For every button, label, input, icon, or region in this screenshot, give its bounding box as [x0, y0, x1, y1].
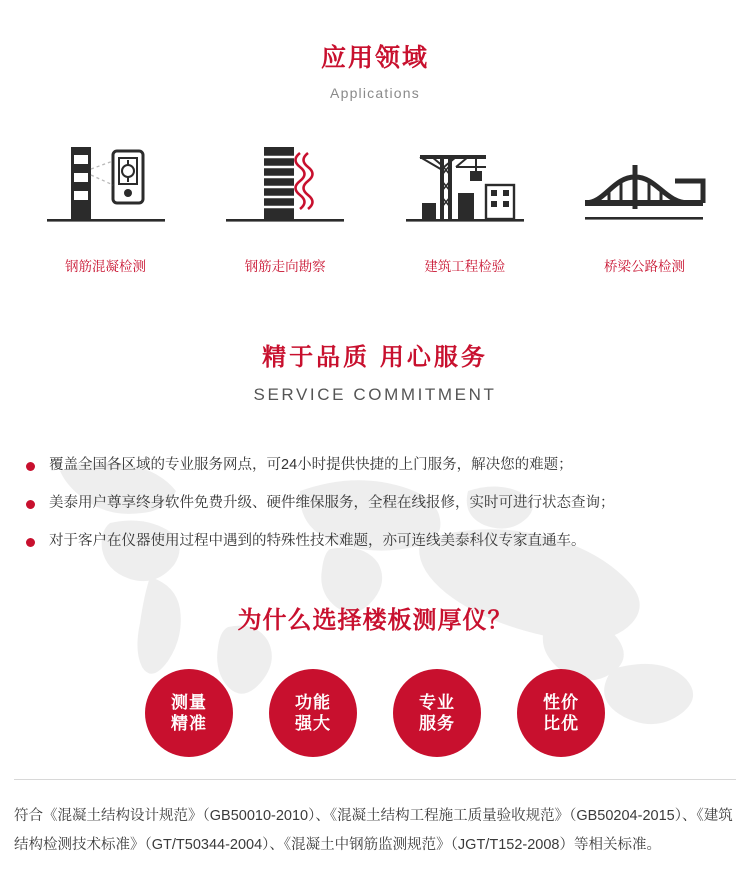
- service-title-en: SERVICE COMMITMENT: [253, 385, 497, 404]
- rebar-direction-survey-icon: [198, 141, 373, 233]
- service-bullet-text: 覆盖全国各区域的专业服务网点，可24小时提供快捷的上门服务，解决您的难题；: [49, 457, 573, 473]
- highlight-line-2: 服务: [419, 714, 455, 734]
- application-label: 建筑工程检验: [424, 259, 506, 274]
- highlight-circle: [269, 669, 357, 757]
- bullet-dot-icon: [26, 500, 35, 509]
- applications-section: [0, 0, 750, 275]
- bridge-highway-detection-icon: [557, 141, 732, 233]
- service-bullet-list: [0, 431, 750, 552]
- why-choose-title: 为什么选择楼板测厚仪？: [237, 607, 513, 635]
- highlight-circles: [0, 669, 750, 757]
- highlight-line-1: 性价: [543, 692, 579, 712]
- highlight-line-2: 比优: [543, 714, 579, 734]
- service-section: [0, 337, 750, 761]
- rebar-concrete-detection-icon: [18, 141, 193, 233]
- application-item: [198, 141, 373, 275]
- application-label: 桥梁公路检测: [603, 259, 685, 274]
- construction-inspection-icon: [377, 141, 552, 233]
- application-label: 钢筋混凝检测: [65, 259, 146, 274]
- bullet-dot-icon: [26, 462, 35, 471]
- standards-section: [0, 779, 750, 883]
- highlight-line-2: 强大: [295, 714, 331, 734]
- highlight-circle: [393, 669, 481, 757]
- application-label: 钢筋走向勘察: [244, 259, 326, 274]
- highlight-line-1: 功能: [295, 692, 331, 712]
- service-bullet-text: 对于客户在仪器使用过程中遇到的特殊性技术难题，亦可连线美泰科仪专家直通车。: [49, 532, 586, 549]
- standards-text: 符合《混凝土结构设计规范》（GB50010-2010）、《混凝土结构工程施工质量验收规范》（GB50204-2015）、《建筑结构检测技术标准》（GT/T50344-2004）、《混凝土中钢筋监测规范》（JGT/T152-2008）等相关标准。: [14, 808, 733, 853]
- service-bullet-text: 美泰用户尊享终身软件免费升级、硬件维保服务，全程在线报修，实时可进行状态查询；: [49, 494, 615, 511]
- highlight-line-1: 专业: [419, 692, 455, 712]
- applications-title-en: Applications: [330, 85, 420, 101]
- application-item: [557, 141, 732, 275]
- world-map-background-area: [0, 431, 750, 761]
- highlight-line-2: 精准: [171, 714, 207, 734]
- service-bullet-item: [26, 531, 724, 553]
- highlight-line-1: 测量: [171, 692, 207, 712]
- highlight-circle: [145, 669, 233, 757]
- application-item: [377, 141, 552, 275]
- application-item: [18, 141, 193, 275]
- highlight-circle: [517, 669, 605, 757]
- service-bullet-item: [26, 493, 724, 515]
- bullet-dot-icon: [26, 538, 35, 547]
- applications-list: [0, 141, 750, 275]
- standards-divider: [14, 779, 736, 780]
- applications-title-cn: 应用领域: [320, 44, 429, 72]
- service-bullet-item: [26, 455, 724, 477]
- service-title-cn: 精于品质 用心服务: [262, 344, 488, 371]
